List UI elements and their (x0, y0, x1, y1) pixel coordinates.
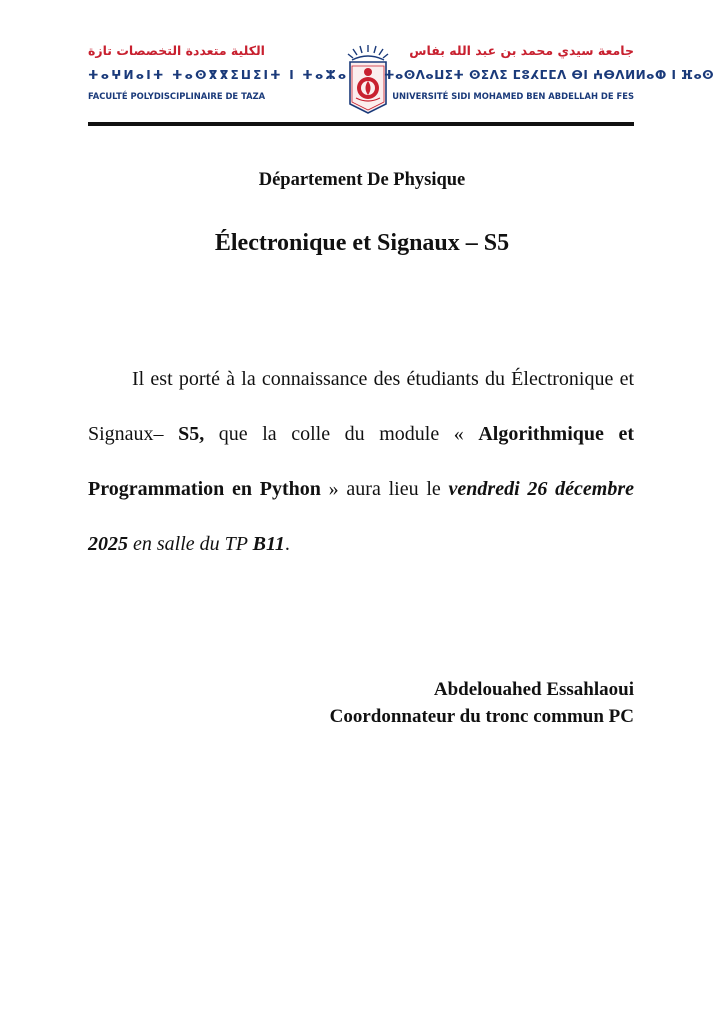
university-name-tifinagh: ⵜⴰⵙⴷⴰⵡⵉⵜ ⵙⵉⴷⵉ ⵎⵓⵃⵎⵎⴷ ⴱⵏ ⵄⴱⴷⵍⵍⴰⵀ ⵏ ⴼⴰⵙ (384, 68, 715, 82)
header-divider (88, 122, 634, 126)
room-number: B11 (252, 533, 285, 555)
exam-date: vendredi 26 décembre 2025 (88, 478, 634, 555)
signatory-name: Abdelouahed Essahlaoui (433, 679, 634, 700)
announcement-text-part: Il est porté à la connaissance des étudiants du Électronique et Signaux– (88, 368, 634, 445)
faculty-name-block (88, 42, 349, 116)
announcement-text-part: » aura lieu le (320, 478, 449, 500)
signatory-role: Coordonnateur du tronc commun PC (329, 706, 634, 727)
course-title: Électronique et Signaux – S5 (214, 230, 510, 256)
announcement-text-part: que la colle du module « (204, 423, 479, 445)
faculty-name-french: FACULTÉ POLYDISCIPLINAIRE DE TAZA (88, 91, 266, 101)
department-heading: Département De Physique (258, 170, 466, 190)
module-name: Algorithmique et Programmation en Python (88, 423, 634, 500)
university-name-arabic: جامعة سيدي محمد بن عبد الله بفاس (409, 43, 634, 58)
room-label: en salle du TP (128, 533, 253, 555)
university-name-block (384, 42, 715, 116)
university-name-french: UNIVERSITÉ SIDI MOHAMED BEN ABDELLAH DE FES (392, 91, 634, 101)
document-header (88, 42, 715, 128)
announcement-paragraph (88, 352, 634, 572)
signature-block (330, 676, 634, 730)
semester-label: S5, (178, 423, 205, 445)
faculty-name-arabic: الكلية متعددة التخصصات تازة (88, 43, 265, 58)
faculty-name-tifinagh: ⵜⴰⵖⵍⴰⵏⵜ ⵜⴰⵙⴳⴳⵉⵡⵉⵏⵜ ⵏ ⵜⴰⵣⴰ (88, 68, 349, 82)
announcement-text-part: . (284, 533, 290, 555)
